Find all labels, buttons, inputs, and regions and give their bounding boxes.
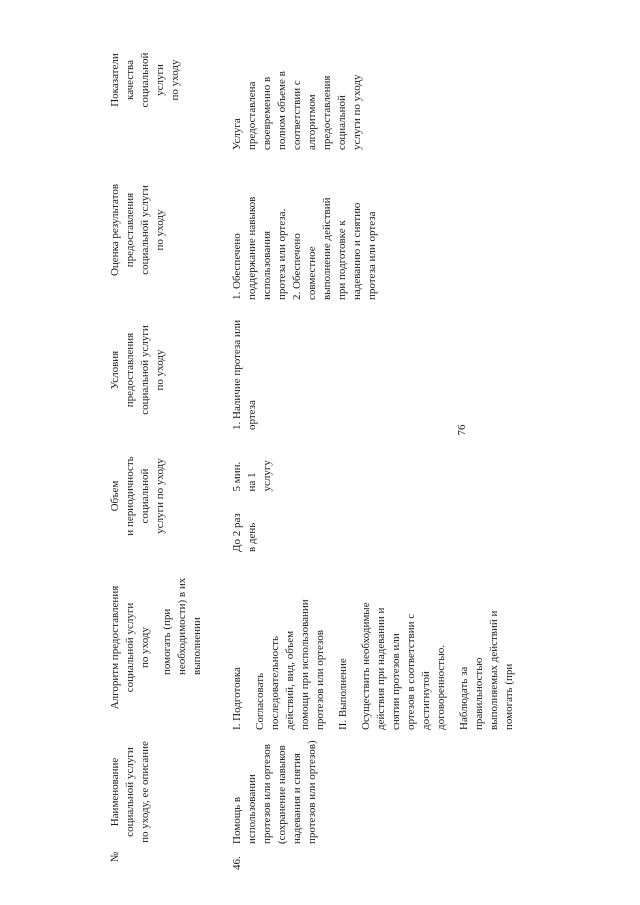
volume-duration: 5 мин. на 1 услугу [231,460,273,492]
step-title: I. Подготовка [231,667,243,730]
algorithm-continuation: помогать (при необходимости) в их выполнении [161,577,203,675]
row-name: Помощь в использовании протезов или ортезов (сохранение навыков надевания и снятия протезов или ортезов) [231,740,318,844]
header-algorithm: Алгоритм предоставления социальной услуги по уходу [109,585,151,710]
row-evaluation: 1. Обеспечено поддержание навыков использования протеза или ортеза. 2. Обеспечено совместное выполнение действий при подготовке к надеванию и снятию протеза или ортеза [231,196,378,300]
row-conditions: 1. Наличие протеза или ортеза [231,319,258,430]
header-evaluation: Оценка результатов предоставления социальной услуги по уходу [109,183,166,277]
header-conditions: Условия предоставления социальной услуги по уходу [109,325,166,415]
row-num: 46. [231,856,243,870]
row-volume [230,440,275,552]
header-volume: Объем и периодичность социальной услуги по уходу [109,456,166,536]
page-number: 76 [456,424,468,436]
header-quality: Показатели качества социальной услуги по уходу [109,52,181,108]
volume-frequency: До 2 раз в день [231,513,258,552]
row-quality: Услуга предоставлена своевременно в полном объеме в соответствии с алгоритмом предоставления социальной услуги по уходу [231,71,363,150]
header-num: № [109,851,121,863]
header-name: Наименование социальной услуги по уходу, ее описание [109,741,151,843]
rotated-table-page [100,10,540,870]
step-title: II. Выполнение [337,658,349,730]
row-algorithm: I. Подготовка Согласовать последовательность действий, вид, объем помощи при использовании протезов или ортезов II. Выполнение Осуществить необходимые действия при надевании и снятии протезов или ортезов в соответствии с достигнутой договоренностью. Наблюдать за правильностью выполняемых действий и помогать (при [230,565,517,730]
